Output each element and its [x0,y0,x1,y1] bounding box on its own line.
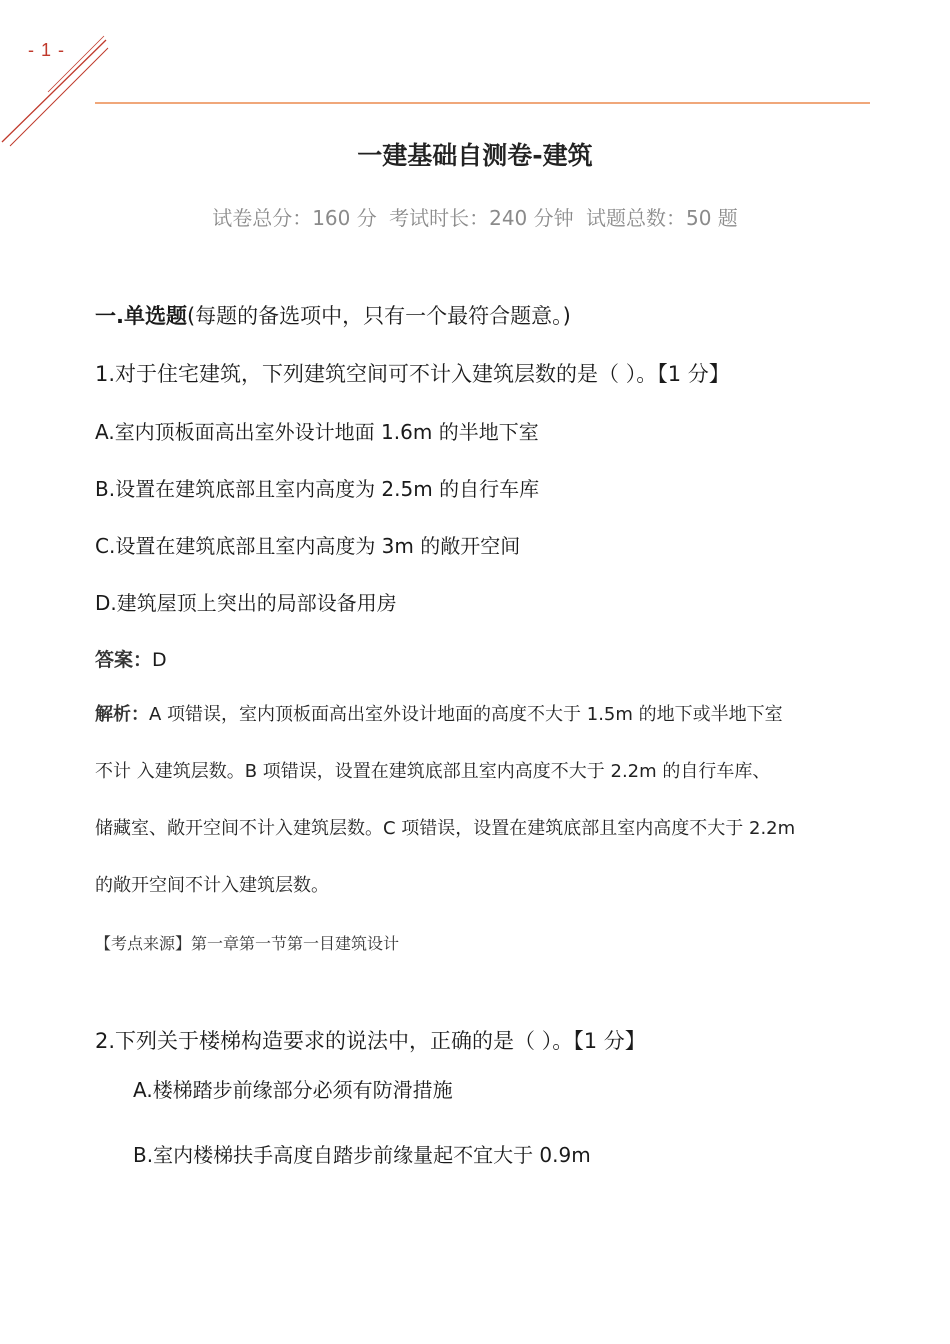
question-count: 试题总数：50 题 [585,206,738,230]
question-1-option-b: B.设置在建筑底部且室内高度为 2.5m 的自行车库 [95,477,540,501]
section-note: (每题的备选项中，只有一个最符合题意。) [186,304,571,328]
question-2-stem: 2.下列关于楼梯构造要求的说法中，正确的是（ ）。【1 分】 [95,1029,646,1053]
question-1-answer [95,645,167,672]
exam-meta [0,202,950,231]
total-score: 试卷总分：160 分 [212,206,377,230]
question-1-stem: 1.对于住宅建筑，下列建筑空间可不计入建筑层数的是（ ）。【1 分】 [95,362,730,386]
page-number: - 1 - [28,40,66,60]
question-1-option-c: C.设置在建筑底部且室内高度为 3m 的敞开空间 [95,534,521,558]
question-1-analysis-line-3: 储藏室、敞开空间不计入建筑层数。C 项错误，设置在建筑底部且室内高度不大于 2.2m [95,818,796,839]
question-1-option-a: A.室内顶板面高出室外设计地面 1.6m 的半地下室 [95,420,539,444]
section-title: 一.单选题 [95,304,187,328]
question-1-analysis-line-2: 不计 入建筑层数。B 项错误，设置在建筑底部且室内高度不大于 2.2m 的自行车库、 [95,761,771,782]
analysis-label: 解析： [95,704,149,725]
question-1-option-d: D.建筑屋顶上突出的局部设备用房 [95,591,397,615]
section-heading [95,300,571,330]
corner-slash-decoration [0,30,120,150]
question-1-analysis-line-1 [95,686,783,743]
question-2-option-b: B.室内楼梯扶手高度自踏步前缘量起不宜大于 0.9m [133,1143,591,1167]
answer-value: D [152,649,167,671]
analysis-text: A 项错误，室内顶板面高出室外设计地面的高度不大于 1.5m 的地下或半地下室 [149,704,783,725]
question-1-analysis-line-4: 的敞开空间不计入建筑层数。 [95,875,329,896]
answer-label: 答案： [95,649,153,671]
document-title: 一建基础自测卷-建筑 [357,141,593,170]
question-1-source: 【考点来源】第一章第一节第一目建筑设计 [95,934,400,953]
question-2-option-a: A.楼梯踏步前缘部分必须有防滑措施 [133,1078,453,1102]
header-rule [95,102,870,104]
exam-duration: 考试时长：240 分钟 [389,206,574,230]
